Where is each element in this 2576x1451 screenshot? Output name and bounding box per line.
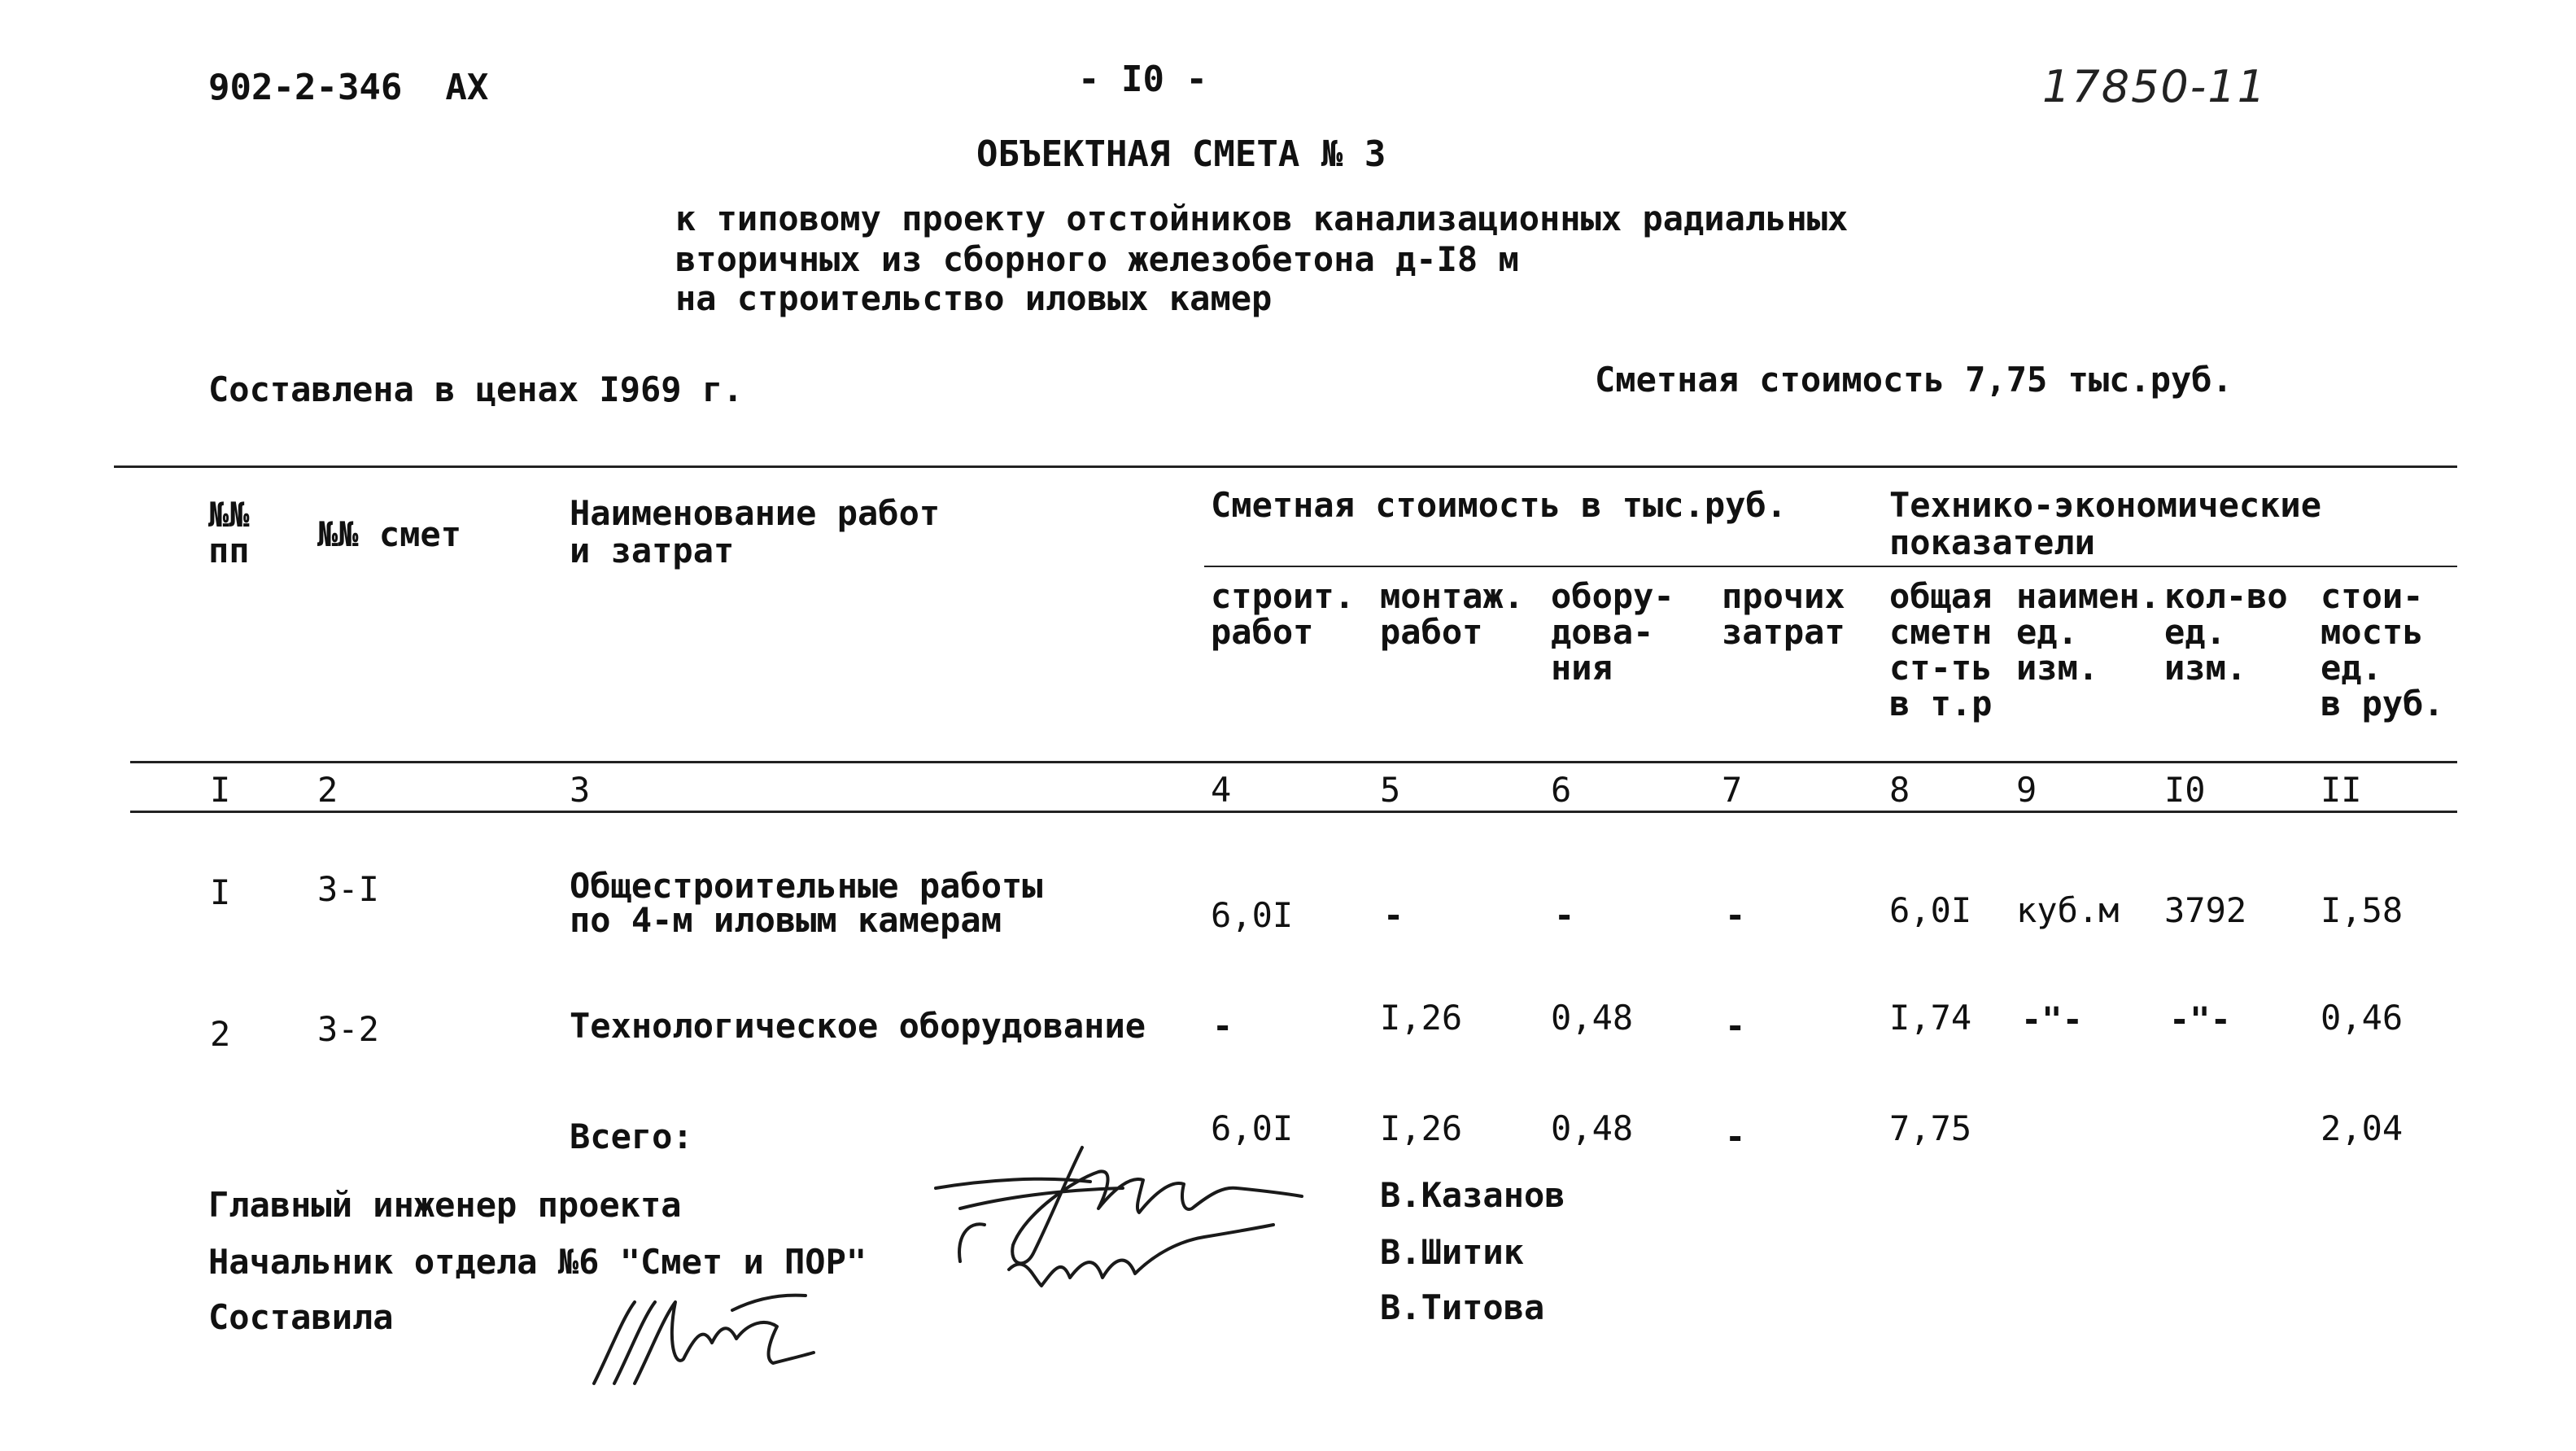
prices-note: Составлена в ценах I969 г. (208, 369, 744, 409)
row-c11: 0,46 (2321, 998, 2404, 1038)
row-num: I (210, 872, 231, 912)
total-c7: - (1725, 1117, 1746, 1156)
header-c11-2: мость (2321, 612, 2424, 652)
subtitle-line-3: на строительство иловых камер (675, 278, 1273, 318)
row-name-2: по 4-м иловым камерам (570, 900, 1002, 940)
subtitle-line-1: к типовому проекту отстойников канализационных радиальных (675, 199, 1849, 238)
row-c4: - (1212, 1006, 1233, 1046)
row-c5: - (1383, 895, 1404, 935)
total-c4: 6,0I (1211, 1108, 1294, 1148)
header-num-1: №№ (208, 495, 250, 535)
header-c9-1: наимен. (2016, 576, 2161, 616)
header-c4-1: строит. (1211, 576, 1356, 616)
signature-role: Главный инженер проекта (208, 1185, 682, 1225)
header-c11-4: в руб. (2321, 684, 2444, 723)
column-number: 8 (1889, 770, 1910, 810)
header-c7-2: затрат (1722, 612, 1845, 652)
column-number: 3 (570, 770, 591, 810)
column-number-rule (130, 811, 2457, 813)
column-number: II (2321, 770, 2362, 810)
header-c5-2: работ (1380, 612, 1483, 652)
row-c6: 0,48 (1551, 998, 1634, 1038)
header-c10-3: изм. (2164, 648, 2247, 688)
total-label: Всего: (570, 1117, 693, 1156)
header-c8-3: ст-ть (1889, 648, 1993, 688)
signature-role: Начальник отдела №6 "Смет и ПОР" (208, 1242, 867, 1282)
header-c6-3: ния (1551, 648, 1613, 688)
header-c8-4: в т.р (1889, 684, 1993, 723)
handwritten-signature (570, 1278, 846, 1400)
row-c10: -"- (2169, 999, 2231, 1039)
row-num: 2 (210, 1014, 231, 1054)
header-c9-3: изм. (2016, 648, 2099, 688)
row-c8: I,74 (1889, 998, 1972, 1038)
signature-name: В.Шитик (1380, 1232, 1525, 1272)
header-name-1: Наименование работ (570, 493, 941, 533)
subheader-rule (1204, 566, 2457, 567)
row-c9: -"- (2021, 999, 2083, 1039)
column-number: 4 (1211, 770, 1232, 810)
header-c11-3: ед. (2321, 648, 2382, 688)
header-bottom-rule (130, 761, 2457, 763)
header-c7-1: прочих (1722, 576, 1845, 616)
header-c5-1: монтаж. (1380, 576, 1525, 616)
header-name-2: и затрат (570, 531, 735, 570)
column-number: 2 (317, 770, 338, 810)
header-c8-2: сметн (1889, 612, 1993, 652)
signature-name: В.Титова (1380, 1287, 1545, 1327)
page-number: - I0 - (1078, 59, 1207, 100)
row-smeta: 3-I (317, 869, 379, 909)
row-c10: 3792 (2164, 890, 2247, 930)
header-cost-group: Сметная стоимость в тыс.руб. (1211, 485, 1788, 525)
row-name-1: Технологическое оборудование (570, 1006, 1146, 1046)
column-number: 9 (2016, 770, 2037, 810)
row-c9: куб.м (2016, 890, 2120, 930)
table-top-rule (114, 465, 2457, 468)
total-c6: 0,48 (1551, 1108, 1634, 1148)
row-c7: - (1725, 895, 1746, 935)
header-c6-2: дова- (1551, 612, 1654, 652)
column-number: I (210, 770, 231, 810)
document-title: ОБЪЕКТНАЯ СМЕТА № 3 (976, 133, 1386, 175)
header-c10-1: кол-во (2164, 576, 2288, 616)
header-c11-1: стои- (2321, 576, 2424, 616)
row-c8: 6,0I (1889, 890, 1972, 930)
header-tech-group-1: Технико-экономические (1889, 485, 2322, 525)
row-c5: I,26 (1380, 998, 1463, 1038)
header-smeta: №№ смет (317, 514, 462, 554)
header-c4-2: работ (1211, 612, 1314, 652)
inventory-number: 17850-11 (2042, 61, 2267, 112)
row-name-1: Общестроительные работы (570, 866, 1043, 906)
handwritten-signature (993, 1221, 1286, 1310)
column-number: 7 (1722, 770, 1743, 810)
column-number: 6 (1551, 770, 1572, 810)
total-c5: I,26 (1380, 1108, 1463, 1148)
subtitle-line-2: вторичных из сборного железобетона д-I8 м (675, 239, 1519, 279)
row-c6: - (1554, 895, 1575, 935)
header-c6-1: обору- (1551, 576, 1674, 616)
signature-role: Составила (208, 1297, 394, 1337)
header-tech-group-2: показатели (1889, 522, 2095, 562)
row-c11: I,58 (2321, 890, 2404, 930)
total-c11: 2,04 (2321, 1108, 2404, 1148)
column-number: 5 (1380, 770, 1401, 810)
header-c8-1: общая (1889, 576, 1993, 616)
header-c10-2: ед. (2164, 612, 2226, 652)
total-c8: 7,75 (1889, 1108, 1972, 1148)
estimated-cost: Сметная стоимость 7,75 тыс.руб. (1595, 360, 2233, 400)
header-num-2: пп (208, 531, 250, 570)
row-c4: 6,0I (1211, 895, 1294, 935)
header-c9-2: ед. (2016, 612, 2078, 652)
column-number: I0 (2164, 770, 2206, 810)
row-smeta: 3-2 (317, 1009, 379, 1049)
signature-name: В.Казанов (1380, 1175, 1565, 1215)
row-c7: - (1725, 1006, 1746, 1046)
document-code: 902-2-346 АХ (208, 67, 489, 108)
